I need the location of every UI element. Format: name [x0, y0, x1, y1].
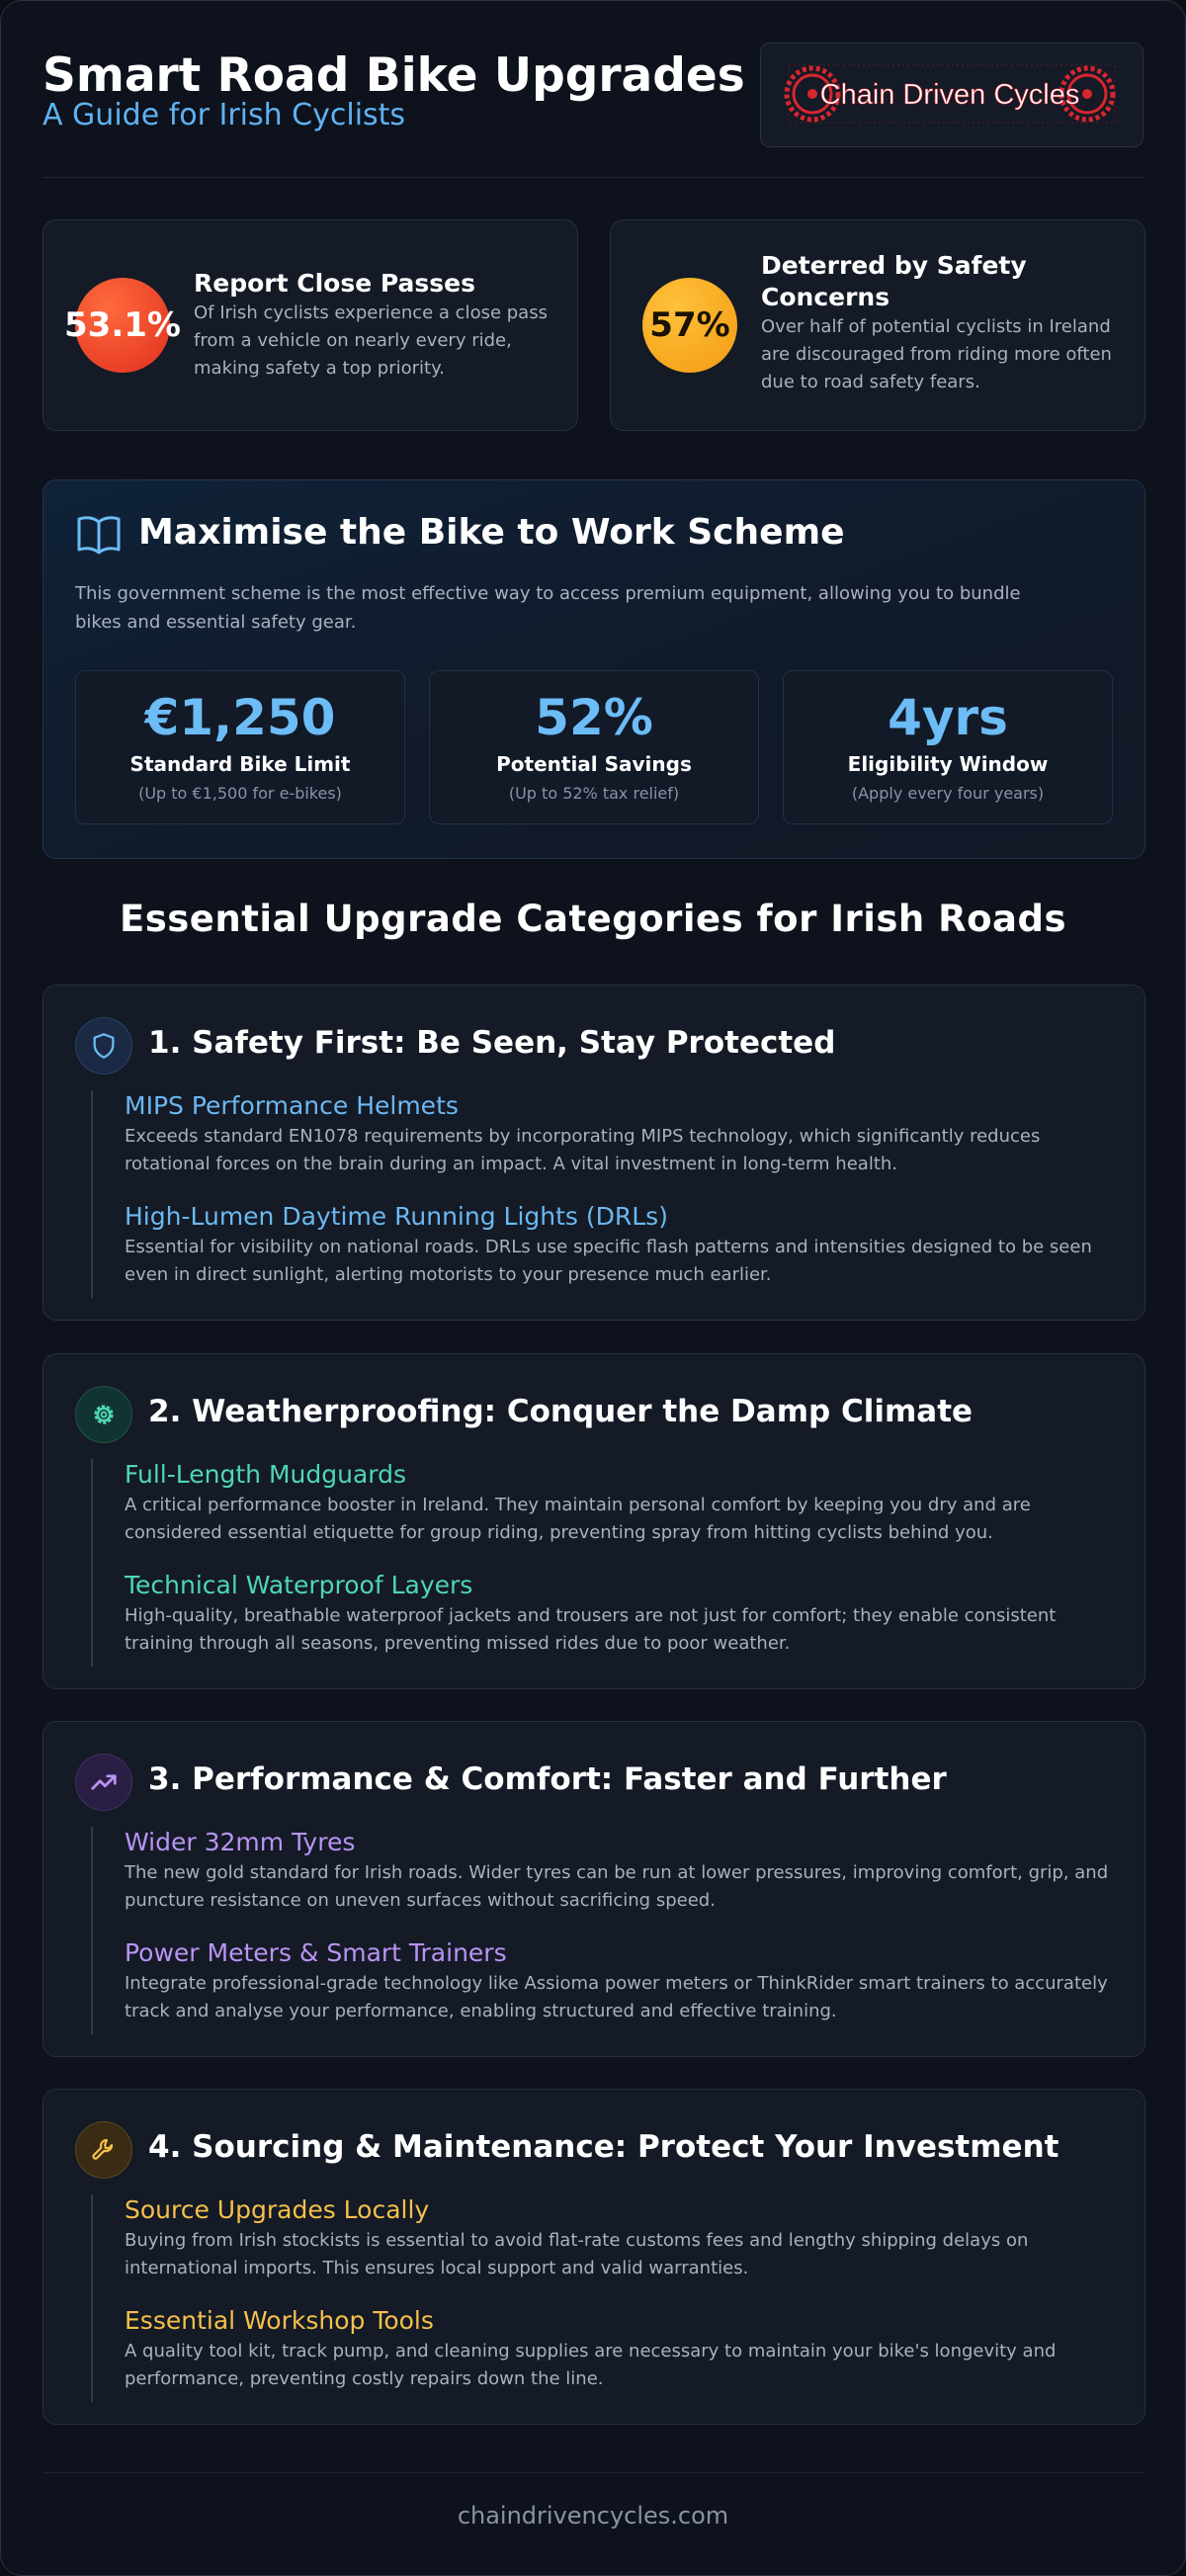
metric-label: Standard Bike Limit [129, 752, 351, 776]
bike-to-work-scheme-panel [42, 479, 1145, 859]
footer-divider [42, 2472, 1144, 2473]
book-open-icon [75, 512, 123, 556]
stat-title: Report Close Passes [194, 269, 476, 298]
item-description: Buying from Irish stockists is essential to avoid flat-rate customs fees and lengthy shipping delays on international imports. This ensures local support and valid warranties. [125, 2230, 1029, 2278]
page-subtitle: A Guide for Irish Cyclists [42, 98, 406, 132]
shield-icon [90, 1032, 118, 1060]
item-title: Full-Length Mudguards [125, 1460, 406, 1489]
gear-icon [89, 1400, 119, 1429]
category-card-safety [42, 985, 1145, 1321]
item-description: A quality tool kit, track pump, and cleaning supplies are necessary to maintain your bike's longevity and performance, preventing costly repairs down the line. [125, 2341, 1057, 2389]
category-card-weatherproofing [42, 1353, 1145, 1689]
category-icon-badge [75, 1017, 132, 1074]
metric-note: (Up to 52% tax relief) [508, 784, 680, 803]
metric-value: 4yrs [888, 689, 1008, 746]
wrench-icon [90, 2136, 118, 2164]
item-description: Integrate professional-grade technology like Assioma power meters or ThinkRider smart trainers to accurately track and analyse your performance, enabling structured and effective training. [125, 1973, 1108, 2021]
logo-wordmark: Chain Driven Cycles [819, 79, 1080, 111]
category-timeline-line [91, 1827, 93, 2034]
stat-description: Of Irish cyclists experience a close pass from a vehicle on nearly every ride, making safety a top priority. [194, 302, 548, 379]
category-timeline-line [91, 1090, 93, 1298]
item-title: MIPS Performance Helmets [125, 1091, 459, 1120]
category-title: 3. Performance & Comfort: Faster and Further [148, 1761, 947, 1797]
stat-description: Over half of potential cyclists in Ireland are discouraged from riding more often due to road safety fears. [761, 316, 1112, 392]
category-card-performance [42, 1721, 1145, 2057]
item-title: Power Meters & Smart Trainers [125, 1938, 507, 1967]
metric-value: €1,250 [144, 689, 336, 746]
scheme-title: Maximise the Bike to Work Scheme [138, 512, 845, 553]
stat-value-badge: 53.1% [75, 278, 170, 373]
brand-logo [760, 43, 1144, 147]
page-title: Smart Road Bike Upgrades [42, 48, 745, 103]
item-title: High-Lumen Daytime Running Lights (DRLs) [125, 1202, 668, 1231]
category-icon-badge [75, 1386, 132, 1443]
metric-value: 52% [535, 689, 653, 746]
stat-card-safety-concerns [610, 219, 1145, 431]
stat-card-close-passes [42, 219, 578, 431]
scheme-description: This government scheme is the most effective way to access premium equipment, allowing you to bundle bikes and essential safety gear. [75, 583, 1021, 633]
item-description: Essential for visibility on national roads. DRLs use specific flash patterns and intensities designed to be seen even in direct sunlight, alerting motorists to your presence much earlier. [125, 1237, 1092, 1285]
category-title: 1. Safety First: Be Seen, Stay Protected [148, 1025, 836, 1061]
metric-eligibility [783, 670, 1113, 824]
metric-label: Potential Savings [496, 752, 692, 776]
item-title: Wider 32mm Tyres [125, 1828, 356, 1856]
item-description: Exceeds standard EN1078 requirements by incorporating MIPS technology, which significantly reduces rotational forces on the brain during an impact. A vital investment in long-term health. [125, 1126, 1041, 1174]
metric-savings [429, 670, 759, 824]
category-title: 4. Sourcing & Maintenance: Protect Your Investment [148, 2129, 1059, 2165]
item-title: Source Upgrades Locally [125, 2195, 430, 2224]
category-icon-badge [75, 2121, 132, 2179]
item-description: A critical performance booster in Ireland. They maintain personal comfort by keeping you dry and are considered essential etiquette for group riding, preventing spray from hitting cyclists behind you. [125, 1495, 1031, 1543]
item-description: High-quality, breathable waterproof jackets and trousers are not just for comfort; they enable consistent training through all seasons, preventing missed rides due to poor weather. [125, 1605, 1057, 1654]
item-title: Essential Workshop Tools [125, 2306, 434, 2335]
footer-website-link[interactable]: chaindrivencycles.com [457, 2502, 729, 2530]
stat-title: Deterred by Safety Concerns [761, 251, 1027, 311]
category-icon-badge [75, 1754, 132, 1811]
stat-value-badge: 57% [642, 278, 737, 373]
chain-driven-cycles-logo [761, 43, 1143, 146]
header-divider [42, 177, 1144, 178]
category-title: 2. Weatherproofing: Conquer the Damp Climate [148, 1394, 974, 1429]
metric-label: Eligibility Window [847, 752, 1049, 776]
section-heading: Essential Upgrade Categories for Irish Roads [119, 898, 1067, 940]
item-description: The new gold standard for Irish roads. Wider tyres can be run at lower pressures, improving comfort, grip, and puncture resistance on uneven surfaces without sacrificing speed. [125, 1862, 1109, 1911]
category-timeline-line [91, 2194, 93, 2402]
metric-bike-limit [75, 670, 405, 824]
metric-note: (Up to €1,500 for e-bikes) [138, 784, 342, 803]
metric-note: (Apply every four years) [851, 784, 1045, 803]
item-title: Technical Waterproof Layers [125, 1571, 473, 1599]
category-card-sourcing [42, 2089, 1145, 2425]
category-timeline-line [91, 1459, 93, 1667]
header [42, 48, 1144, 157]
trending-up-icon [89, 1767, 119, 1797]
